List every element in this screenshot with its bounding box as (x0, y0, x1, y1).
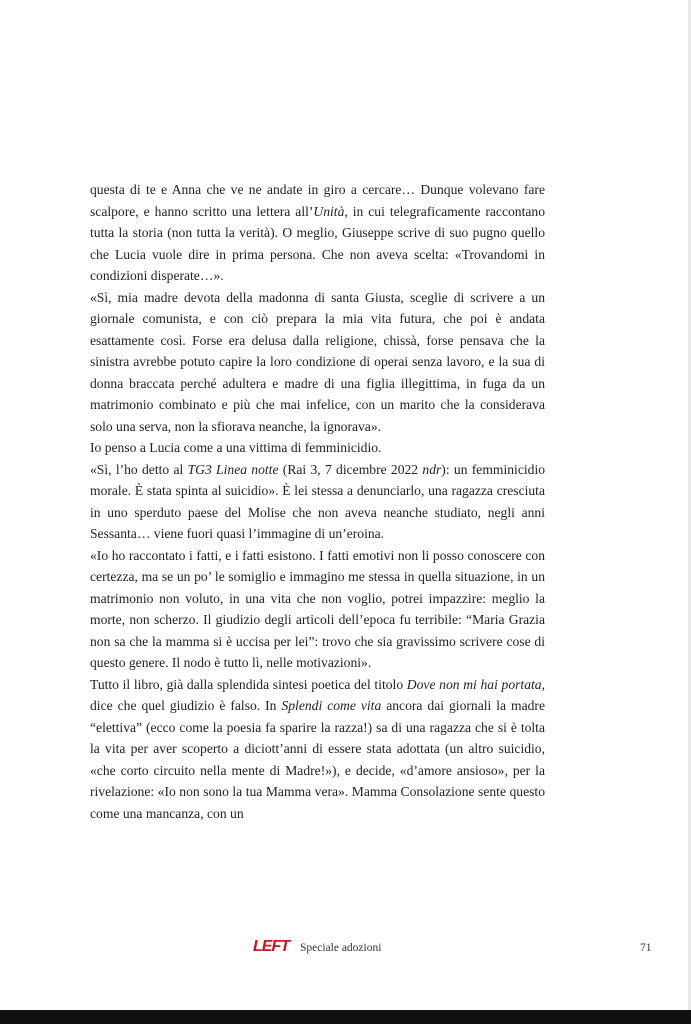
section-title: Speciale adozioni (300, 942, 382, 954)
article-body (90, 179, 545, 824)
text-run: , dice che quel giudizio è falso. In (90, 676, 545, 713)
left-logo: LEFT (253, 938, 289, 955)
italic-run: ndr (422, 461, 442, 477)
text-run: , in cui telegraficamente raccontano tutta la storia (non tutta la verità). O meglio, Giuseppe scrive di suo pugno quello che Lucia vuole dire in prima persona. Che non aveva scelta: «Trovandomi in condizioni disperate…». (90, 203, 545, 283)
text-run: Io penso a Lucia come a una vittima di femminicidio. (90, 440, 382, 455)
italic-run: TG3 Linea notte (187, 461, 279, 477)
paragraph (90, 545, 545, 674)
paragraph (90, 287, 545, 438)
text-run: Tutto il libro, già dalla splendida sintesi poetica del titolo (90, 676, 407, 692)
italic-run: Dove non mi hai portata (406, 676, 542, 692)
page-number: 71 (640, 942, 652, 954)
page-footer (0, 938, 691, 958)
text-run: «Sì, mia madre devota della madonna di santa Giusta, sceglie di scrivere a un giornale comunista, e con ciò prepara la mia vita futura, che poi è andata esattamente così. Forse era delusa dalla religione, chissà, forse pensava che la sinistra avrebbe potuto capire la loro condizione di operai senza lavoro, e la sua di donna braccata perché adultera e madre di una figlia illegittima, in fuga da un matrimonio combinato e più che mai infelice, con un marito che la considerava solo una serva, non la sfiorava neanche, la ignorava». (90, 289, 545, 434)
text-run: questa di te e Anna che ve ne andate in giro a cercare… Dunque volevano fare scalpore, e hanno scritto una lettera all’ (90, 182, 545, 219)
paragraph (90, 674, 545, 825)
text-run: ancora dai giornali la madre “elettiva” (ecco come la poesia fa sparire la razza!) sa di una ragazza che si è tolta la vita per aver scoperto a diciott’anni di essere stata adottata (un altro suicidio, «che corto circuito nella mente di Madre!»), e decide, «d’amore ansioso», per la rivelazione: «Io non sono la tua Mamma vera». Mamma Consolazione sente questo come una mancanza, con un (90, 698, 545, 821)
paragraph (90, 179, 545, 287)
paragraph (90, 437, 545, 459)
paragraph (90, 459, 545, 545)
text-run: «Sì, l’ho detto al (90, 461, 188, 477)
text-run: (Rai 3, 7 dicembre 2022 (278, 461, 423, 477)
bottom-bar (0, 1010, 691, 1024)
text-run: «Io ho raccontato i fatti, e i fatti esistono. I fatti emotivi non li posso conoscere con certezza, ma se un po’ le somiglio e immagino me stessa in quella situazione, in un matrimonio non voluto, in una vita che non voglio, potrei impazzire: meglio la morte, non scherzo. Il giudizio degli articoli dell’epoca fu terribile: “Maria Grazia non sa che la mamma si è uccisa per lei”: trovo che sia gravissimo scrivere cose di questo genere. Il nodo è tutto lì, nelle motivazioni». (90, 547, 545, 670)
text-run: ): un femminicidio morale. È stata spinta al suicidio». È lei stessa a denunciarlo, una ragazza cresciuta in uno sperduto paese del Molise che non aveva neanche studiato, negli anni Sessanta… viene fuori quasi l’immagine di un’eroina. (90, 461, 546, 541)
italic-run: Unità (313, 203, 345, 219)
italic-run: Splendi come vita (281, 698, 382, 713)
